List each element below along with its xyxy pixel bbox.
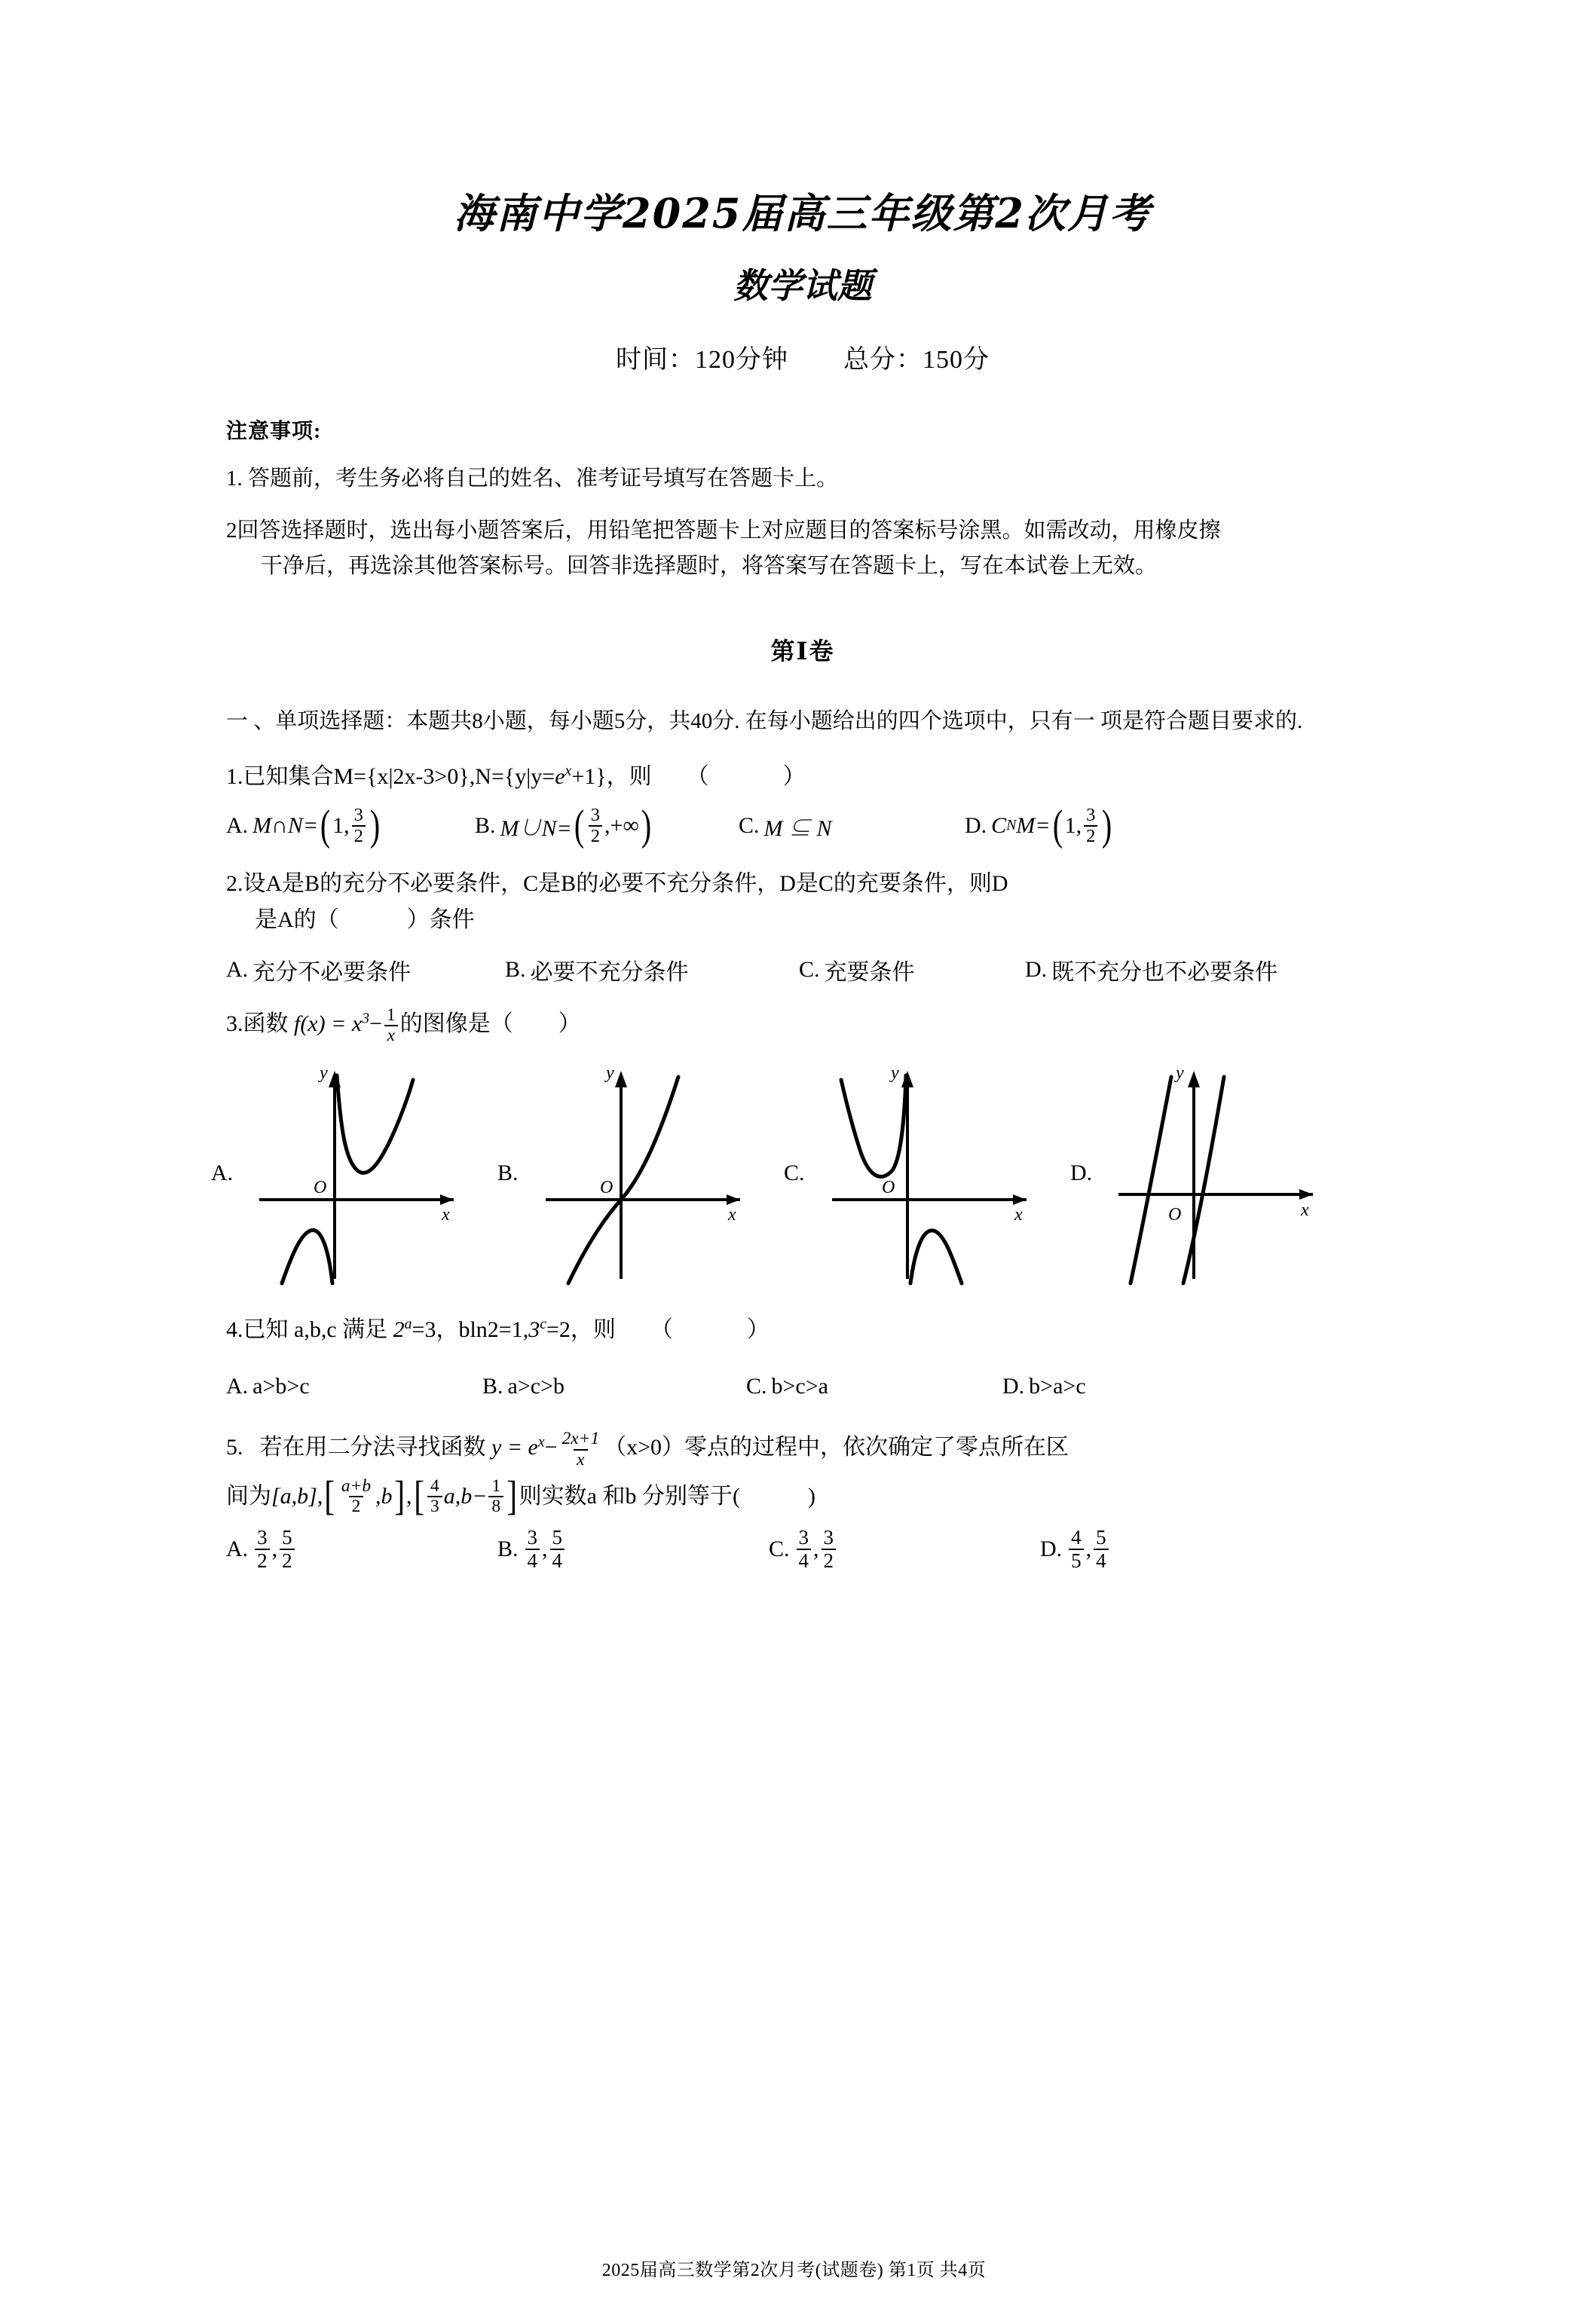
question-1-option-a-prefix: 1, [332, 812, 350, 838]
question-5-function-minus: − [544, 1435, 558, 1460]
question-1-option-b-suffix: ,+∞ [604, 812, 639, 838]
question-3-figure-a-label: A. [211, 1160, 234, 1186]
fraction-numerator: 5 [282, 1526, 292, 1549]
question-3-figure-c-label: C. [784, 1160, 805, 1186]
fraction-denominator: x [574, 1449, 587, 1469]
section-one-intro-line2: 项是符合题目要求的. [1100, 708, 1303, 733]
question-1-option-d-lhs: C [991, 812, 1007, 838]
question-3-function-fraction [384, 1006, 399, 1046]
svg-text:x: x [1014, 1205, 1023, 1225]
paren-close-icon: ) [1102, 802, 1112, 850]
question-1-option-c-expr: M ⊆ N [763, 815, 832, 841]
question-2-option-a-label: A. [226, 956, 249, 982]
page-content [211, 0, 1379, 1573]
page-title: 海南中学2025届高三年级第2次月考 [454, 189, 1152, 237]
question-3-function: f(x) = x [294, 1011, 363, 1036]
question-4-eq1-rhs: =3 [412, 1317, 436, 1343]
question-4-stem [226, 1312, 1379, 1348]
question-5-stem-line2-prefix: 间为 [226, 1484, 271, 1509]
paren-open-icon: ( [574, 802, 584, 850]
question-3-stem-prefix: 函数 [243, 1011, 294, 1036]
question-5-option-d-fraction-2 [1094, 1527, 1109, 1571]
question-3-function-exponent: 3 [362, 1010, 370, 1027]
question-5-options [226, 1527, 1379, 1571]
question-5-option-b[interactable] [497, 1527, 769, 1571]
question-4-eq2: ，bln2=1, [436, 1317, 529, 1343]
fraction-numerator: 4 [430, 1475, 439, 1496]
notice-item-1: 1. 答题前，考生务必将自己的姓名、准考证号填写在答题卡上。 [226, 466, 839, 491]
fraction-denominator: 2 [280, 1549, 295, 1572]
question-5-interval-2-tail: ,b [375, 1484, 393, 1509]
question-4-answer-blank: （ ） [650, 1317, 771, 1343]
interval-separator: , [317, 1484, 323, 1509]
question-5-interval-3-fraction-2 [488, 1477, 503, 1517]
question-5-function-fraction [559, 1430, 603, 1469]
fraction-denominator: 2 [255, 1549, 270, 1572]
fraction-numerator: 3 [590, 804, 601, 825]
fraction-denominator: 4 [525, 1549, 540, 1572]
svg-text:O: O [600, 1178, 613, 1198]
fraction-numerator: 3 [798, 1526, 809, 1549]
question-2-options [226, 953, 1379, 986]
question-2-option-c[interactable] [799, 953, 1025, 986]
paren-close-icon: ) [369, 802, 381, 850]
question-1 [226, 759, 1379, 795]
fraction-denominator: 8 [488, 1496, 503, 1516]
question-5-interval-1: [a,b] [271, 1484, 317, 1509]
question-3-stem [226, 1006, 1379, 1046]
question-5-option-d[interactable] [1040, 1527, 1111, 1571]
question-3-number: 3. [226, 1011, 243, 1036]
question-4-option-a[interactable] [226, 1374, 482, 1399]
svg-text:O: O [314, 1178, 327, 1198]
question-5-option-a-fraction-1 [255, 1527, 270, 1571]
question-4-options [226, 1374, 1379, 1399]
question-1-option-c[interactable] [739, 809, 965, 842]
question-5-function-exponent: x [537, 1433, 545, 1451]
exam-meta [226, 338, 1379, 375]
notice-heading: 注意事项: [226, 419, 322, 443]
question-5-option-b-fraction-1 [525, 1527, 540, 1571]
fraction-numerator: 3 [1086, 804, 1096, 825]
question-1-option-d-subscript: N [1006, 817, 1017, 834]
question-5-interval-3-middle: a,b− [443, 1484, 488, 1509]
fraction-numerator: 3 [353, 804, 363, 825]
value-separator: , [271, 1537, 278, 1562]
bracket-open-icon: [ [324, 1472, 335, 1519]
question-2-option-d-label: D. [1025, 956, 1048, 982]
question-5-interval-3-fraction-1 [427, 1477, 442, 1517]
question-4-stem-prefix: 已知 a,b,c 满足 [243, 1317, 393, 1343]
question-3-function-minus: − [369, 1011, 383, 1036]
section-one-intro [226, 703, 1379, 739]
question-5 [226, 1429, 1379, 1519]
fraction-denominator: 2 [589, 825, 602, 846]
fraction-denominator: 2 [352, 825, 366, 846]
fraction-numerator: 2x+1 [561, 1429, 600, 1449]
page-footer: 2025届高三数学第2次月考(试题卷) 第1页 共4页 [601, 2261, 987, 2280]
fraction-denominator: x [384, 1025, 398, 1045]
question-1-option-b[interactable] [475, 802, 739, 850]
question-5-number: 5. [226, 1435, 243, 1460]
value-separator: , [1085, 1537, 1092, 1562]
graph-min-q1-max-q3-icon [252, 1060, 478, 1286]
question-1-option-d-tail: M= [1016, 812, 1051, 838]
svg-text:x: x [728, 1205, 736, 1225]
bracket-open-icon: [ [413, 1472, 424, 1519]
question-5-stem-line2 [226, 1472, 1379, 1519]
question-4-option-b-label: B. [482, 1374, 503, 1399]
question-5-option-c[interactable] [769, 1527, 1040, 1571]
question-2-option-c-text: 充要条件 [824, 959, 915, 985]
question-5-stem-text-a: 若在用二分法寻找函数 [259, 1435, 491, 1460]
question-2-stem-line1 [226, 866, 1379, 902]
question-2-option-a-text: 充分不必要条件 [252, 959, 412, 985]
question-4-option-c[interactable] [746, 1374, 1002, 1399]
question-4-eq3-base: 3 [528, 1317, 540, 1343]
question-1-option-d-fraction [1084, 806, 1097, 846]
fraction-denominator: 4 [797, 1549, 812, 1572]
question-2-option-a[interactable] [226, 953, 505, 986]
question-1-option-d[interactable] [965, 802, 1114, 850]
question-5-function-lhs: y = e [491, 1435, 538, 1460]
question-1-exp-sup: x [565, 762, 572, 779]
interval-separator: , [406, 1484, 412, 1509]
fraction-numerator: 3 [527, 1526, 538, 1549]
question-2-option-b[interactable] [505, 953, 799, 986]
question-4-option-c-text: b>c>a [771, 1374, 828, 1399]
fraction-numerator: 3 [257, 1526, 268, 1549]
graph-monotone-increasing-icon [538, 1060, 764, 1286]
question-2-number: 2. [226, 870, 243, 896]
question-2-option-d-text: 既不充分也不必要条件 [1051, 959, 1278, 985]
question-4-option-d[interactable] [1002, 1374, 1086, 1399]
question-2-option-b-label: B. [505, 956, 526, 982]
paren-close-icon: ) [641, 802, 651, 850]
fraction-numerator: 5 [552, 1526, 563, 1549]
question-5-stem-line1 [226, 1430, 1379, 1469]
fraction-denominator: 3 [427, 1496, 442, 1516]
question-1-option-b-fraction [589, 806, 602, 846]
fraction-numerator: a+b [341, 1475, 372, 1496]
question-2-stem-text-1: 设A是B的充分不必要条件，C是B的必要不充分条件，D是C的充要条件，则D [243, 870, 1008, 896]
question-4-option-a-text: a>b>c [252, 1374, 310, 1399]
bracket-close-icon: ] [506, 1472, 518, 1519]
svg-text:y: y [891, 1063, 899, 1084]
question-4-option-c-label: C. [746, 1374, 767, 1399]
question-3-figure-a[interactable] [211, 1060, 497, 1286]
question-3-figure-b[interactable] [497, 1060, 784, 1286]
fraction-numerator: 4 [1071, 1526, 1082, 1549]
question-5-option-b-fraction-2 [550, 1527, 565, 1571]
question-1-option-b-label: B. [475, 812, 496, 838]
question-1-stem [226, 759, 1379, 795]
question-1-answer-blank: （ ） [686, 763, 807, 789]
question-1-options [226, 802, 1379, 850]
question-4-eq1-exponent: a [404, 1316, 412, 1333]
question-1-exp-base: e [555, 763, 565, 789]
svg-text:y: y [606, 1063, 614, 1084]
paren-open-icon: ( [1052, 802, 1063, 850]
question-2-option-c-label: C. [799, 956, 820, 982]
fraction-denominator: 2 [349, 1496, 364, 1516]
question-5-option-c-label: C. [769, 1537, 790, 1562]
question-1-option-a-label: A. [226, 812, 249, 838]
fraction-denominator: 2 [822, 1549, 837, 1572]
notice-item-2-line1: 2回答选择题时，选出每小题答案后，用铅笔把答题卡上对应题目的答案标号涂黑。如需改动，用橡皮擦 [226, 518, 1221, 543]
question-1-number: 1. [226, 763, 243, 789]
question-4-option-d-label: D. [1002, 1374, 1025, 1399]
question-5-option-d-label: D. [1040, 1537, 1063, 1562]
question-4-eq1-base: 2 [393, 1317, 405, 1343]
question-3-figures [211, 1060, 1379, 1286]
question-5-option-a-label: A. [226, 1537, 249, 1562]
question-5-interval-2-fraction [338, 1477, 374, 1517]
question-2-option-b-text: 必要不充分条件 [530, 959, 689, 985]
question-2-option-d[interactable] [1025, 953, 1277, 986]
question-1-option-a-lhs: M∩N= [252, 812, 319, 838]
bracket-close-icon: ] [393, 1472, 405, 1519]
fraction-numerator: 5 [1096, 1526, 1106, 1549]
question-4-number: 4. [226, 1317, 243, 1343]
volume-label: 第Ⅰ卷 [770, 637, 835, 665]
section-one-intro-line1: 一 、单项选择题：本题共8小题，每小题5分，共40分. 在每小题给出的四个选项中，只有一 [226, 708, 1095, 733]
question-5-option-a-fraction-2 [280, 1527, 295, 1571]
svg-text:x: x [442, 1205, 450, 1225]
fraction-denominator: 4 [1094, 1549, 1109, 1572]
question-1-option-a-fraction [352, 806, 366, 846]
question-5-option-b-label: B. [497, 1537, 519, 1562]
question-2-stem-line2: 是A的（ ）条件 [255, 907, 475, 932]
question-3-figure-d[interactable] [1070, 1060, 1357, 1286]
question-5-option-a[interactable] [226, 1527, 497, 1571]
value-separator: , [813, 1537, 819, 1562]
question-4-option-a-label: A. [226, 1374, 249, 1399]
subject-title: 数学试题 [733, 265, 872, 306]
graph-min-q2-max-q4-icon [825, 1060, 1051, 1286]
question-3-stem-suffix: 的图像是（ ） [399, 1011, 581, 1036]
question-3-figure-c[interactable] [784, 1060, 1070, 1286]
question-1-stem-prefix: 已知集合M={x|2x-3>0},N={y|y= [243, 763, 555, 789]
question-4 [226, 1312, 1379, 1348]
question-5-option-c-fraction-2 [822, 1527, 837, 1571]
svg-text:y: y [1176, 1063, 1184, 1084]
question-1-stem-suffix: +1}，则 [571, 763, 652, 789]
question-1-option-d-prefix: 1, [1064, 812, 1082, 838]
question-5-option-c-fraction-1 [797, 1527, 812, 1571]
question-5-stem-text-b: （x>0）零点的过程中，依次确定了零点所在区 [604, 1435, 1069, 1460]
fraction-denominator: 2 [1084, 825, 1097, 846]
question-4-option-b-text: a>c>b [507, 1374, 565, 1399]
svg-text:O: O [1168, 1205, 1182, 1225]
fraction-denominator: 5 [1069, 1549, 1084, 1572]
question-1-option-d-label: D. [965, 812, 987, 838]
exam-total-score: 总分：150分 [843, 345, 990, 374]
exam-time: 时间：120分钟 [616, 345, 788, 374]
question-4-stem-suffix: ，则 [570, 1317, 616, 1343]
question-4-option-d-text: b>a>c [1029, 1374, 1086, 1399]
question-2 [226, 866, 1379, 938]
value-separator: , [542, 1537, 548, 1562]
notice-item-2 [226, 513, 1379, 584]
fraction-denominator: 4 [550, 1549, 565, 1572]
question-3-figure-d-label: D. [1070, 1160, 1093, 1186]
question-1-option-a[interactable] [226, 802, 475, 850]
svg-text:x: x [1301, 1200, 1309, 1221]
svg-text:O: O [882, 1178, 895, 1198]
svg-text:y: y [320, 1063, 328, 1084]
question-3-figure-b-label: B. [497, 1160, 519, 1186]
question-1-option-c-label: C. [739, 812, 760, 838]
question-3 [226, 1006, 1379, 1046]
question-4-eq3-exponent: c [540, 1316, 546, 1333]
notice-item-2-line2: 干净后，再选涂其他答案标号。回答非选择题时，将答案写在答题卡上，写在本试卷上无效。 [261, 553, 1158, 578]
paren-open-icon: ( [320, 802, 331, 850]
question-4-option-b[interactable] [482, 1374, 746, 1399]
question-1-option-b-lhs: M∪N= [500, 815, 572, 841]
question-4-eq3-rhs: =2 [546, 1317, 571, 1343]
fraction-numerator: 1 [491, 1475, 501, 1496]
fraction-numerator: 1 [387, 1005, 396, 1025]
question-5-option-d-fraction-1 [1069, 1527, 1084, 1571]
fraction-numerator: 3 [823, 1526, 834, 1549]
question-5-stem-line2-suffix: 则实数a 和b 分别等于( ) [519, 1484, 815, 1509]
graph-two-steep-branches-icon [1111, 1060, 1337, 1286]
